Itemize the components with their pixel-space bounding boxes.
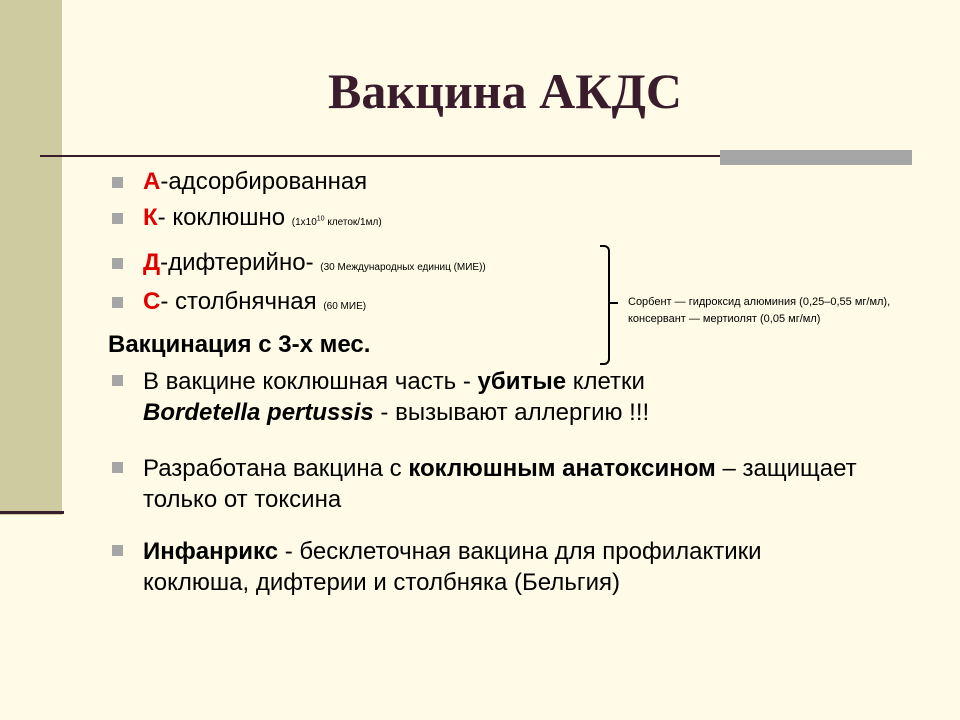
sorbent-note-line1: Сорбент — гидроксид алюминия (0,25–0,55 мг/мл), <box>628 296 891 308</box>
p1-text-c: клетки <box>566 368 645 395</box>
paragraph-pertussis <box>143 366 863 428</box>
bullet-icon <box>112 213 123 224</box>
item-text: - столбнячная <box>160 288 324 315</box>
p1-text-e: - вызывают аллергию !!! <box>373 399 650 426</box>
p2-text-c: – защищает только от токсина <box>143 455 857 513</box>
bullet-icon <box>112 258 123 269</box>
vaccination-heading: Вакцинация с 3-х мес. <box>108 331 371 358</box>
list-item-a <box>143 167 367 197</box>
item-text: - коклюшно <box>157 204 292 231</box>
bullet-icon <box>112 462 123 473</box>
title-accent-bar <box>720 150 912 165</box>
item-letter: Д <box>143 249 161 276</box>
item-letter: А <box>143 168 161 195</box>
sorbent-note <box>628 294 890 328</box>
item-note: (30 Международных единиц (МИЕ)) <box>320 262 486 273</box>
p3-text-a: Инфанрикс <box>143 538 279 565</box>
item-note-pre: (1х10 <box>291 217 317 228</box>
item-note-sup: 10 <box>316 215 325 223</box>
bullet-icon <box>112 375 123 386</box>
bullet-icon <box>112 177 123 188</box>
slide-title: Вакцина АКДС <box>328 63 682 119</box>
list-item-d <box>143 248 486 283</box>
paragraph-infanrix <box>143 536 863 598</box>
p1-text-d: Bordetella pertussis <box>143 399 374 426</box>
paragraph-anatoxin <box>143 453 863 515</box>
bracket-shape <box>600 245 610 365</box>
item-text: -адсорбированная <box>160 168 368 195</box>
bullet-icon <box>112 545 123 556</box>
p1-text-b: убитые <box>477 368 567 395</box>
list-item-k <box>143 203 382 238</box>
item-letter: С <box>143 288 161 315</box>
item-text: -дифтерийно- <box>160 249 321 276</box>
p2-text-a: Разработана вакцина с <box>143 455 409 482</box>
item-note: (60 МИЕ) <box>323 301 367 312</box>
sidebar-divider <box>0 511 64 514</box>
list-item-s <box>143 287 366 322</box>
bracket-tick <box>608 302 618 304</box>
item-note-post: клеток/1мл) <box>324 217 382 228</box>
p2-text-b: коклюшным анатоксином <box>408 455 716 482</box>
bullet-icon <box>112 297 123 308</box>
item-letter: К <box>143 204 158 231</box>
p3-text-b: - бесклеточная вакцина для профилактики коклюша, дифтерии и столбняка (Бельгия) <box>143 538 762 596</box>
sorbent-note-line2: консервант — мертиолят (0,05 мг/мл) <box>628 313 821 325</box>
item-note <box>292 217 382 228</box>
p1-text-a: В вакцине коклюшная часть - <box>143 368 478 395</box>
